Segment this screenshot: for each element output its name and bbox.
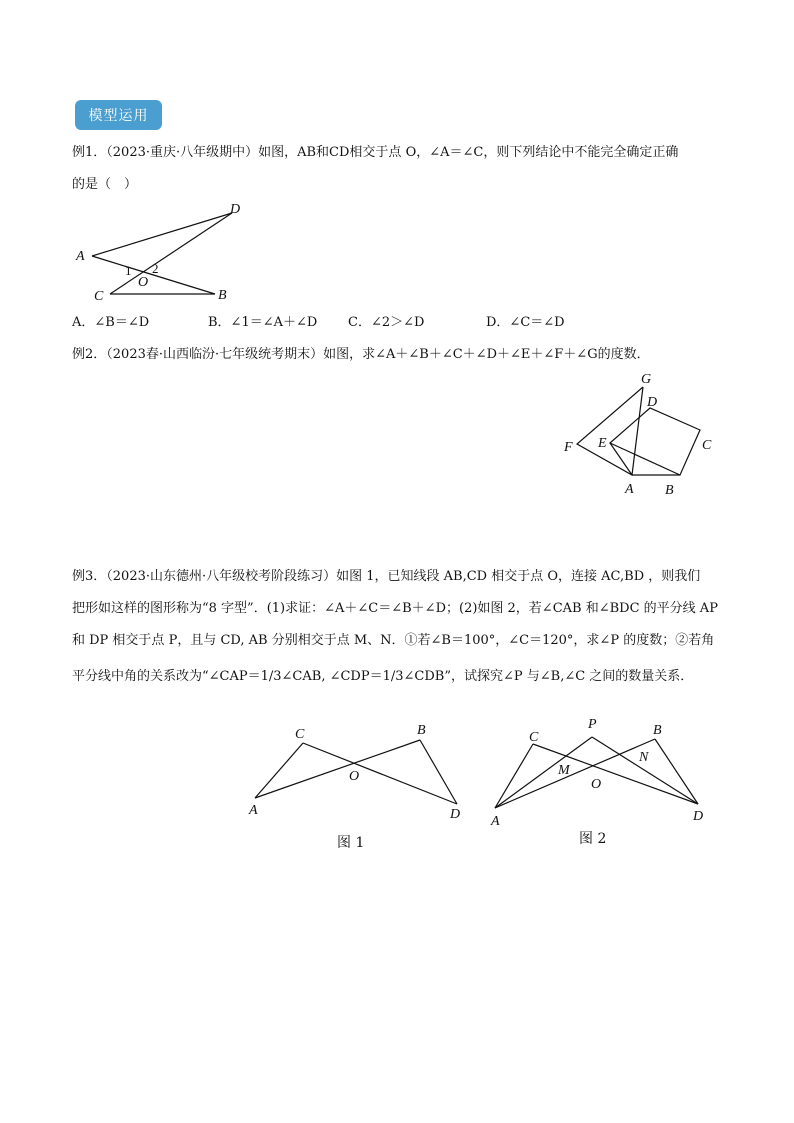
ex2-triangle-gfa [577, 387, 643, 475]
ex1-segment-ad [92, 213, 232, 256]
ex3-question-line2: 把形如这样的图形称为“8 字型”．(1)求证：∠A＋∠C＝∠B＋∠D；(2)如图 2，若∠CAB 和∠BDC 的平分线 AP [72, 601, 718, 616]
ex1-option-b[interactable]: B．∠1＝∠A＋∠D [208, 315, 318, 330]
ex3-question-line3: 和 DP 相交于点 P，且与 CD, AB 分别相交于点 M、N．①若∠B＝100°，∠C＝120°，求∠P 的度数；②若角 [72, 633, 715, 648]
ex2-label-e: E [598, 436, 607, 451]
ex1-label-b: B [218, 288, 227, 303]
ex3-question-line4: 平分线中角的关系改为“∠CAP＝1/3∠CAB, ∠CDP＝1/3∠CDB”，试探究∠P 与∠B,∠C 之间的数量关系． [72, 669, 694, 684]
ex1-label-o: O [138, 275, 149, 290]
fig2-label-c: C [529, 730, 539, 745]
fig2-label-d: D [693, 809, 704, 824]
ex1-figure [70, 200, 260, 305]
ex1-label-angle2: 2 [152, 261, 159, 276]
ex3-question-line1: 例3．（2023·山东德州·八年级校考阶段练习）如图 1，已知线段 AB,CD 相交于点 O，连接 AC,BD ，则我们 [72, 569, 701, 584]
fig1-caption: 图 1 [337, 835, 365, 851]
fig2-segment-ac [495, 744, 533, 808]
ex3-figure-1 [245, 718, 475, 828]
fig2-caption: 图 2 [579, 831, 607, 847]
ex1-label-c: C [94, 289, 104, 304]
section-badge: 模型运用 [75, 100, 162, 130]
ex1-segment-dc [110, 213, 232, 294]
ex3-figure-2 [485, 712, 715, 830]
fig2-label-m: M [558, 763, 570, 778]
ex2-label-b: B [665, 483, 674, 498]
ex2-label-a: A [625, 482, 634, 497]
fig1-label-o: O [349, 769, 360, 784]
ex2-label-c: C [702, 438, 712, 453]
fig2-segment-dp [592, 737, 698, 804]
fig2-label-n: N [639, 750, 649, 765]
ex1-label-angle1: 1 [125, 263, 132, 278]
ex1-question-line1: 例1．（2023·重庆·八年级期中）如图，AB和CD相交于点 O，∠A＝∠C，则下列结论中不能完全确定正确 [72, 145, 679, 160]
fig1-label-b: B [417, 723, 426, 738]
fig2-label-a: A [491, 814, 500, 829]
ex2-quad-edcb [610, 408, 700, 475]
ex2-label-d: D [647, 395, 658, 410]
ex1-option-c[interactable]: C．∠2＞∠D [348, 315, 425, 330]
ex1-label-d: D [230, 202, 241, 217]
ex2-label-f: F [564, 440, 573, 455]
ex2-label-g: G [641, 372, 652, 387]
fig2-label-p: P [588, 717, 597, 732]
fig1-label-c: C [295, 727, 305, 742]
fig1-segment-bd [420, 740, 457, 804]
ex1-question-line2: 的是（ ） [72, 177, 138, 192]
fig1-label-d: D [450, 807, 461, 822]
fig2-label-o: O [591, 777, 602, 792]
ex2-question-line1: 例2．（2023春·山西临汾·七年级统考期末）如图，求∠A＋∠B＋∠C＋∠D＋∠E＋∠F＋∠G的度数． [72, 347, 650, 362]
ex1-label-a: A [76, 249, 85, 264]
ex2-figure [555, 365, 725, 505]
fig2-segment-bd [655, 739, 698, 804]
fig1-label-a: A [249, 803, 258, 818]
fig2-label-b: B [653, 723, 662, 738]
ex1-option-a[interactable]: A．∠B＝∠D [72, 315, 150, 330]
ex1-option-d[interactable]: D．∠C＝∠D [486, 315, 565, 330]
